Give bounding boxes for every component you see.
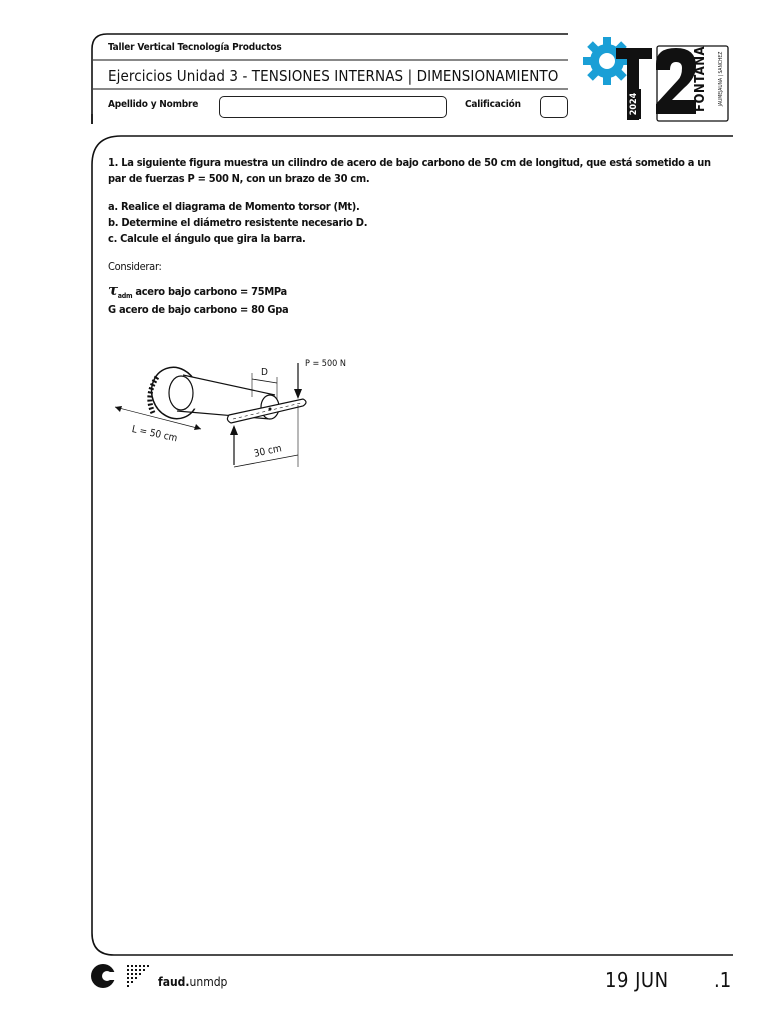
logo-name: FONTANA (693, 45, 708, 112)
name-input[interactable] (219, 96, 447, 118)
exercise-text (108, 155, 748, 318)
institution-bold: faud. (158, 975, 190, 989)
tau-subscript: adm (117, 292, 133, 301)
page-title: Ejercicios Unidad 3 - TENSIONES INTERNAS | DIMENSIONAMIENTO (108, 67, 559, 85)
footer-date: 19 JUN (605, 968, 669, 992)
task-c: c. Calcule el ángulo que gira la barra. (108, 232, 306, 245)
university-logo-icon (90, 963, 152, 991)
statement-line-2: par de fuerzas P = 500 N, con un brazo de 30 cm. (108, 172, 370, 185)
grade-input[interactable] (540, 96, 568, 118)
name-label: Apellido y Nombre (108, 99, 199, 110)
logo-subtitle: JAUMEJAUNA | SANCHEZ (718, 51, 724, 107)
tau-value: acero bajo carbono = 75MPa (132, 285, 287, 298)
consider-label: Considerar: (108, 260, 162, 273)
t2-logo (580, 34, 740, 126)
statement-line-1: 1. La siguiente figura muestra un cilindro de acero de bajo carbono de 50 cm de longitud, que está sometido a un (108, 156, 711, 169)
task-b: b. Determine el diámetro resistente necesario D. (108, 216, 368, 229)
institution-name (158, 975, 227, 989)
page-number: .1 (714, 968, 732, 992)
tau-line (108, 282, 748, 304)
gear-icon (580, 34, 740, 126)
length-label: L = 50 cm (130, 424, 179, 445)
g-line: G acero de bajo carbono = 80 Gpa (108, 303, 289, 317)
arm-label: 30 cm (253, 443, 283, 460)
logo-year: 2024 (629, 89, 641, 119)
institution-rest: unmdp (189, 975, 228, 989)
diameter-label: D (261, 367, 268, 378)
tau-symbol: τ (108, 281, 118, 299)
course-name: Taller Vertical Tecnología Productos (108, 42, 282, 53)
force-label: P = 500 N (305, 359, 346, 369)
task-a: a. Realice el diagrama de Momento torsor (Mt). (108, 200, 360, 213)
shaft-drawing (105, 355, 365, 485)
shaft-figure (105, 355, 365, 485)
grade-label: Calificación (465, 99, 521, 110)
